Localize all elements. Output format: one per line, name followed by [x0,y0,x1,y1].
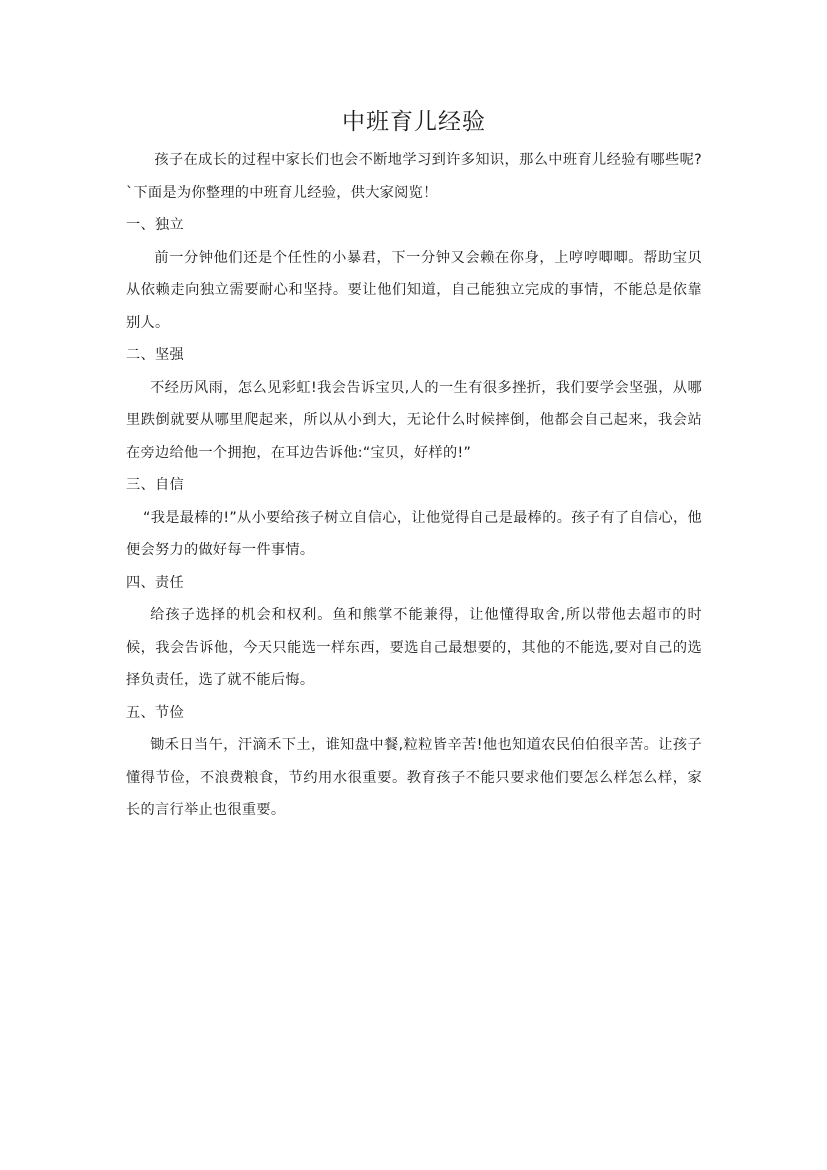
section-body-independence: 前一分钟他们还是个任性的小暴君，下一分钟又会赖在你身，上哼哼唧唧。帮助宝贝从依赖走向独立需要耐心和坚持。要让他们知道，自己能独立完成的事情，不能总是依靠别人。 [126,249,702,331]
document-title: 中班育儿经验 [342,109,486,135]
intro-paragraph: 孩子在成长的过程中家长们也会不断地学习到许多知识，那么中班育儿经验有哪些呢?`下面是为你整理的中班育儿经验，供大家阅览！ [126,152,702,201]
section-body-strength: 不经历风雨，怎么见彩虹!我会告诉宝贝,人的一生有很多挫折，我们要学会坚强，从哪里跌倒就要从哪里爬起来，所以从小到大，无论什么时候摔倒，他都会自己起来，我会站在旁边给他一个拥抱，在耳边告诉他:“宝贝，好样的!” [126,379,702,461]
section-heading-thrift: 五、节俭 [126,704,184,721]
section-body-responsibility: 给孩子选择的机会和权利。鱼和熊掌不能兼得，让他懂得取舍,所以带他去超市的时候，我会告诉他，今天只能选一样东西，要选自己最想要的，其他的不能选,要对自己的选择负责任，选了就不能后悔。 [126,607,702,688]
section-body-confidence: “我是最棒的!”从小要给孩子树立自信心，让他觉得自己是最棒的。孩子有了自信心，他便会努力的做好每一件事情。 [126,509,702,558]
section-body-thrift: 锄禾日当午，汗滴禾下土，谁知盘中餐,粒粒皆辛苦!他也知道农民伯伯很辛苦。让孩子懂得节俭，不浪费粮食，节约用水很重要。教育孩子不能只要求他们要怎么样怎么样，家长的言行举止也很重要。 [126,737,702,818]
section-heading-confidence: 三、自信 [126,477,184,493]
document-content [126,104,702,827]
section-heading-strength: 二、坚强 [126,347,184,363]
section-heading-independence: 一、独立 [126,217,184,233]
section-heading-responsibility: 四、责任 [126,574,184,591]
